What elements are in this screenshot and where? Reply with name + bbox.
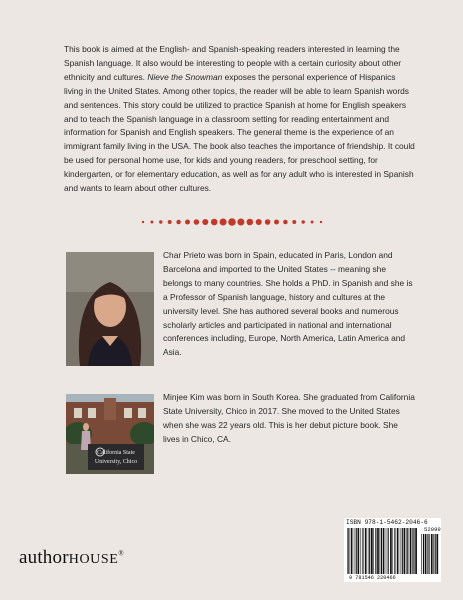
barcode-bar <box>390 528 392 574</box>
barcode-bar <box>375 528 376 574</box>
publisher-name-part2: HOUSE <box>68 552 119 567</box>
publisher-logo <box>19 547 124 569</box>
barcode-bar <box>383 528 385 574</box>
divider-dot <box>265 219 271 225</box>
barcode-bar <box>369 528 370 574</box>
barcode-bar <box>386 528 387 574</box>
divider-dot <box>228 218 236 226</box>
author-photo <box>66 252 154 366</box>
divider-dot <box>320 221 322 223</box>
barcode-bar <box>347 528 348 574</box>
barcode-bar <box>381 528 382 574</box>
barcode-bar <box>413 528 414 574</box>
registered-mark: ® <box>118 549 124 558</box>
divider-dot <box>185 220 190 225</box>
dotted-divider <box>139 216 325 228</box>
divider-dot <box>247 219 254 226</box>
divider-dot <box>211 219 218 226</box>
barcode-bar <box>431 534 433 574</box>
barcode-bar <box>397 528 399 574</box>
barcode-bar <box>433 534 434 574</box>
barcode-bar <box>371 528 373 574</box>
barcode-bar <box>358 528 360 574</box>
book-description <box>64 43 416 196</box>
barcode-bar <box>348 528 349 574</box>
divider-dot <box>202 219 208 225</box>
barcode-bar <box>423 534 424 574</box>
campus-sign-line2: University, Chico <box>94 459 138 465</box>
barcode-bar <box>362 528 363 574</box>
description-part-1: This book is aimed at the English- and Spanish-speaking readers interested in learning the Spanish language. It also would be interesting to people with a certain curiosity about other ethnicity and cultures. <box>64 44 402 82</box>
barcode-bar <box>428 534 429 574</box>
barcode-bar <box>354 528 355 574</box>
barcode-bar <box>356 528 357 574</box>
divider-dot <box>301 220 304 223</box>
author-bio: Char Prieto was born in Spain, educated in Paris, London and Barcelona and imported to the United States -- meaning she belongs to many countries. She holds a PhD. in Spanish and she is a Professor of Spanish language, history and cultures at the university level. She has authored several books and numerous scholarly articles and participated in national and international conferences including, Europe, North America, Latin America and Asia. <box>163 250 413 358</box>
barcode-bar <box>404 528 406 574</box>
divider-dot <box>220 218 227 225</box>
divider-dot <box>256 219 262 225</box>
barcode-bar <box>380 528 381 574</box>
barcode-bar <box>412 528 413 574</box>
barcode-bar <box>407 528 408 574</box>
barcode-bar <box>406 528 407 574</box>
barcode-bar <box>400 528 401 574</box>
barcode-bar <box>435 534 436 574</box>
description-part-2: exposes the personal experience of Hispanics living in the United States. Among other topics, the reader will be able to learn Spanish words and sentences. This story could be utilized to practice Spanish at home for English speakers and to teach the Spanish language in a classroom setting for reading entertainment and information for Spanish and English speakers. The general theme is the experience of an immigrant family living in the USA. The book also teaches the importance of friendship. It could be used for personal home use, for kids and young readers, for preschool setting, for kindergarten, or for elementary education, as well as for any adult who is interested in Spanish and wants to learn about other cultures. <box>64 71 415 194</box>
divider-dot <box>292 220 296 224</box>
barcode-bar <box>392 528 393 574</box>
barcode-bar <box>388 528 389 574</box>
barcode-bar <box>410 528 412 574</box>
divider-dot <box>283 220 287 224</box>
barcode-bar <box>415 528 417 574</box>
barcode-bar <box>421 534 422 574</box>
book-title: Nieve the Snowman <box>147 71 223 82</box>
divider-dot <box>168 220 172 224</box>
barcode-bar <box>373 528 374 574</box>
barcode-bar <box>402 528 403 574</box>
divider-dot <box>237 218 244 225</box>
divider-dot <box>176 220 180 224</box>
barcode-bar <box>368 528 369 574</box>
illustrator-bio: Minjee Kim was born in South Korea. She graduated from California State University, Chico in 2017. She moved to the United States when she was 22 years old. This is her debut picture book. She lives in Chico, CA. <box>163 392 415 444</box>
barcode-bar <box>394 528 395 574</box>
divider-dot <box>311 221 314 224</box>
barcode-bar <box>365 528 367 574</box>
divider-dot <box>274 220 279 225</box>
barcode-bar <box>436 534 438 574</box>
divider-dot <box>194 219 200 225</box>
publisher-name-part1: author <box>19 547 69 568</box>
barcode-bar <box>427 534 428 574</box>
price-code: 52099 <box>424 526 441 533</box>
barcode-bar <box>351 528 353 574</box>
barcode-bar <box>361 528 362 574</box>
divider-dot <box>150 221 153 224</box>
campus-sign-line1: California State <box>97 450 135 456</box>
barcode-bar <box>377 528 379 574</box>
barcode-number: 9 781546 220466 <box>349 575 396 581</box>
isbn-number: ISBN 978-1-5462-2046-6 <box>346 519 428 526</box>
barcode-bar <box>425 534 427 574</box>
divider-dot <box>159 220 162 223</box>
divider-dot <box>142 221 144 223</box>
illustrator-photo <box>66 394 154 474</box>
